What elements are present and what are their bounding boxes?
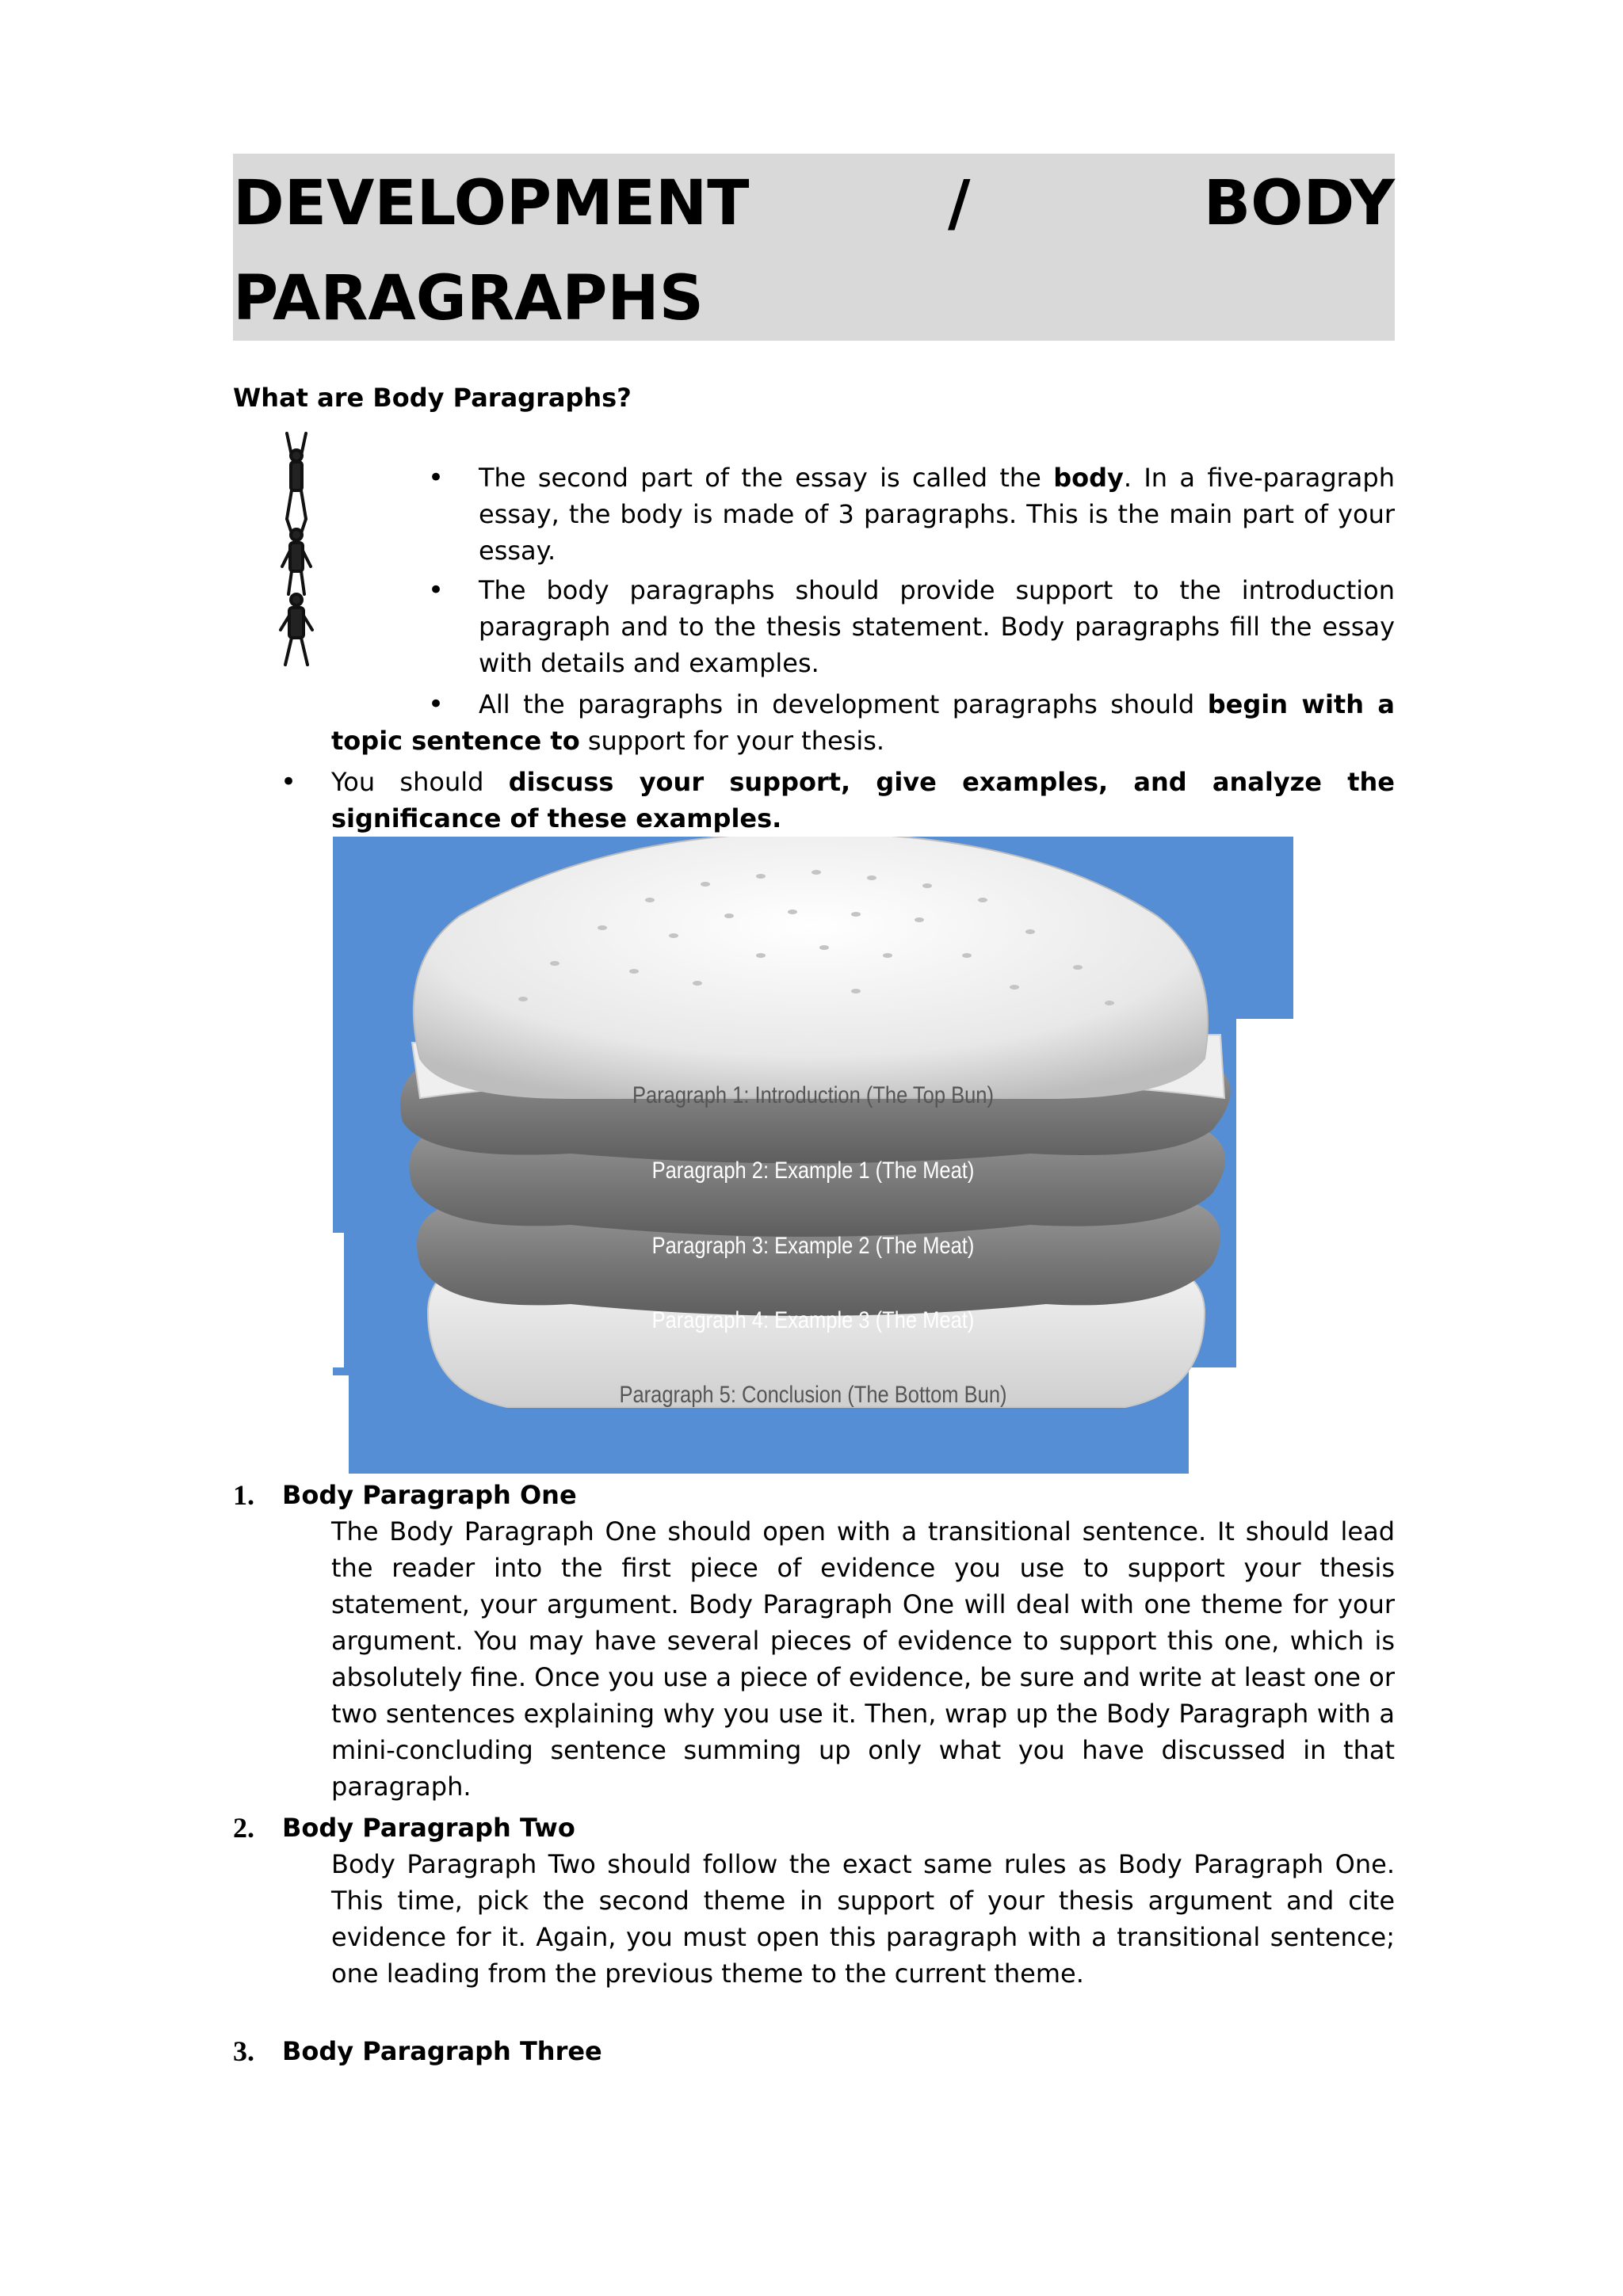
burger-layer-label: Paragraph 3: Example 2 (The Meat) xyxy=(651,1233,975,1259)
list-number: 1. xyxy=(233,1479,254,1511)
bullet-dot: • xyxy=(428,462,445,494)
hamburger-illustration xyxy=(333,837,1293,1474)
burger-layer-label: Paragraph 5: Conclusion (The Bottom Bun) xyxy=(619,1382,1007,1408)
stacked-people-icon xyxy=(276,432,317,669)
bullet-3-text: All the paragraphs in development paragraphs should begin with a topic sentence to support for your thesis. xyxy=(331,689,1396,756)
burger-layer-label: Paragraph 2: Example 1 (The Meat) xyxy=(651,1158,975,1184)
bullet-1-text: The second part of the essay is called the body. In a five-paragraph essay, the body is made of 3 paragraphs. This is the main part of your essay. xyxy=(479,463,1396,566)
title-banner xyxy=(233,154,1395,341)
title-slash: / xyxy=(948,168,971,239)
bullet-dot: • xyxy=(428,574,445,606)
list-number: 2. xyxy=(233,1812,254,1844)
title-word-body: BODY xyxy=(1203,168,1395,239)
list-number: 3. xyxy=(233,2035,254,2067)
title-word-development: DEVELOPMENT xyxy=(233,168,750,239)
body-paragraph-one-heading: Body Paragraph One xyxy=(282,1480,577,1510)
body-paragraph-two-text: Body Paragraph Two should follow the exact same rules as Body Paragraph One. This time, pick the second theme in support of your thesis argument and cite evidence for it. Again, you must open this paragraph with a transitional sentence; one leading from the previous theme to the current theme. xyxy=(331,1849,1395,1989)
title-line-two: PARAGRAPHS xyxy=(233,263,704,334)
bullet-2-text: The body paragraphs should provide support to the introduction paragraph and to the thesis statement. Body paragraphs fill the essay with details and examples. xyxy=(479,575,1395,678)
section-heading: What are Body Paragraphs? xyxy=(233,383,632,413)
hamburger-essay-diagram xyxy=(333,837,1293,1474)
bullet-dot: • xyxy=(428,688,445,720)
burger-layer-label: Paragraph 1: Introduction (The Top Bun) xyxy=(632,1082,994,1108)
body-paragraph-three-heading: Body Paragraph Three xyxy=(282,2036,602,2066)
burger-layer-label: Paragraph 4: Example 3 (The Meat) xyxy=(651,1307,975,1333)
bullet-dot: • xyxy=(281,766,297,798)
body-paragraph-two-heading: Body Paragraph Two xyxy=(282,1813,575,1843)
bullet-4-text: You should discuss your support, give examples, and analyze the significance of these examples. xyxy=(331,767,1396,833)
body-paragraph-one-text: The Body Paragraph One should open with a transitional sentence. It should lead the reader into the first piece of evidence you use to support your thesis statement, your argument. Body Paragraph One will deal with one theme for your argument. You may have several pieces of evidence to support this one, which is absolutely fine. Once you use a piece of evidence, be sure and write at least one or two sentences explaining why you use it. Then, wrap up the Body Paragraph with a mini-concluding sentence summing up only what you have discussed in that paragraph. xyxy=(331,1516,1395,1802)
